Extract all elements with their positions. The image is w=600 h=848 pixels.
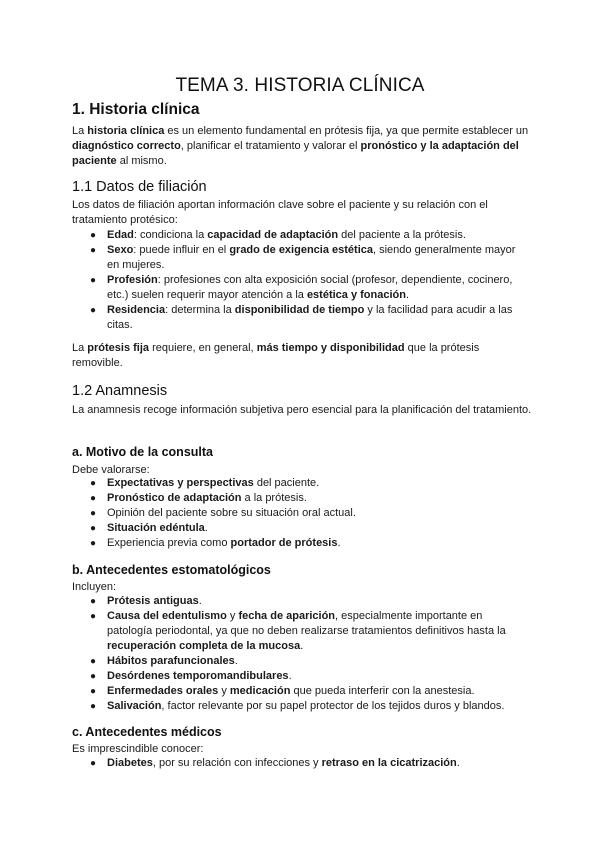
historia-clinica-paragraph: La historia clínica es un elemento fundamental en prótesis fija, ya que permite establecer un diagnóstico correcto, planificar el tratamiento y valorar el pronóstico y la adaptación del paciente al mismo. [72,125,529,167]
bullet-icon: ● [90,596,97,607]
motivo-consulta-list [90,476,530,551]
bold-text: capacidad de adaptación [207,229,339,241]
datos-filiacion-closing: La prótesis fija requiere, en general, más tiempo y disponibilidad que la prótesis removible. [72,342,480,369]
bullet-icon: ● [90,275,97,286]
list-item: ● Diabetes, por su relación con infecciones y retraso en la cicatrización. [90,757,460,769]
section-heading-historia-clinica: 1. Historia clínica [72,101,200,118]
bold-text: Diabetes [107,757,153,769]
bold-text: Pronóstico de adaptación [107,492,242,504]
bullet-icon: ● [90,671,97,682]
list-item: ● Sexo: puede influir en el grado de exigencia estética, siendo generalmente mayor en mujeres. [90,244,516,271]
bullet-icon: ● [90,523,97,534]
subsection-heading-antecedentes-estomatologicos: b. Antecedentes estomatológicos [72,563,271,577]
list-item: ● Edad: condiciona la capacidad de adaptación del paciente a la prótesis. [90,229,466,241]
bullet-icon: ● [90,611,97,622]
list-item: ● Profesión: profesiones con alta exposición social (profesor, dependiente, cocinero, etc.) suelen requerir mayor atención a la estética y fonación. [90,274,513,301]
anamnesis-intro: La anamnesis recoge información subjetiva pero esencial para la planificación del tratamiento. [72,404,532,416]
bold-text: Edad [107,229,134,241]
bold-text: retraso en la cicatrización [321,757,457,769]
subsection-heading-antecedentes-medicos: c. Antecedentes médicos [72,725,222,739]
antecedentes-estomatologicos-list [90,594,530,714]
bold-text: pronóstico y la adaptación del paciente [72,140,519,167]
bold-text: prótesis fija [87,342,150,354]
bold-text: Desórdenes temporomandibulares [107,670,289,682]
bullet-icon: ● [90,493,97,504]
bold-text: Profesión [107,274,158,286]
bullet-icon: ● [90,538,97,549]
bullet-icon: ● [90,656,97,667]
bold-text: más tiempo y disponibilidad [256,342,405,354]
list-item: ● Experiencia previa como portador de prótesis. [90,537,341,549]
document-title: TEMA 3. HISTORIA CLÍNICA [175,75,425,96]
bullet-icon: ● [90,245,97,256]
bold-text: historia clínica [87,125,165,137]
bold-text: Causa del edentulismo [107,610,227,622]
motivo-consulta-intro: Debe valorarse: [72,464,150,476]
bold-text: portador de prótesis [230,537,338,549]
bold-text: estética y fonación [306,289,406,301]
bold-text: Prótesis antiguas [107,595,199,607]
list-item: ● Salivación, factor relevante por su papel protector de los tejidos duros y blandos. [90,700,505,712]
datos-filiacion-list [90,228,530,333]
bold-text: Expectativas y perspectivas [107,477,254,489]
bold-text: Sexo [107,244,134,256]
bold-text: Situación edéntula [107,522,205,534]
section-heading-datos-filiacion: 1.1 Datos de filiación [72,179,207,195]
bullet-icon: ● [90,686,97,697]
datos-filiacion-intro: Los datos de filiación aportan información clave sobre el paciente y su relación con el tratamiento protésico: [72,199,488,226]
bold-text: Salivación [107,700,162,712]
bullet-icon: ● [90,305,97,316]
bullet-icon: ● [90,478,97,489]
bold-text: disponibilidad de tiempo [234,304,365,316]
bullet-icon: ● [90,701,97,712]
bullet-icon: ● [90,230,97,241]
list-item: ● Hábitos parafuncionales. [90,655,238,667]
bold-text: grado de exigencia estética [229,244,373,256]
list-item: ● Opinión del paciente sobre su situación oral actual. [90,507,356,519]
list-item: ● Situación edéntula. [90,522,208,534]
bold-text: Residencia [107,304,166,316]
list-item: ● Residencia: determina la disponibilidad de tiempo y la facilidad para acudir a las citas. [90,304,513,331]
bullet-icon: ● [90,508,97,519]
bold-text: recuperación completa de la mucosa [107,640,301,652]
list-item: ● Enfermedades orales y medicación que pueda interferir con la anestesia. [90,685,475,697]
bold-text: Hábitos parafuncionales [107,655,235,667]
list-item: ● Prótesis antiguas. [90,595,202,607]
list-item: ● Pronóstico de adaptación a la prótesis. [90,492,307,504]
antecedentes-medicos-list [90,756,530,771]
antecedentes-medicos-intro: Es imprescindible conocer: [72,743,204,755]
bold-text: fecha de aparición [238,610,336,622]
subsection-heading-motivo-consulta: a. Motivo de la consulta [72,445,213,459]
antecedentes-estomatologicos-intro: Incluyen: [72,581,117,593]
list-item: ● Desórdenes temporomandibulares. [90,670,292,682]
list-item: ● Expectativas y perspectivas del paciente. [90,477,320,489]
bullet-icon: ● [90,758,97,769]
section-heading-anamnesis: 1.2 Anamnesis [72,383,168,399]
bold-text: medicación [229,685,291,697]
bold-text: Enfermedades orales [107,685,219,697]
bold-text: diagnóstico correcto [72,140,181,152]
list-item: ● Causa del edentulismo y fecha de aparición, especialmente importante en patología periodontal, ya que no deben realizarse tratamientos definitivos hasta la recuperación completa de la mucosa. [90,610,506,652]
